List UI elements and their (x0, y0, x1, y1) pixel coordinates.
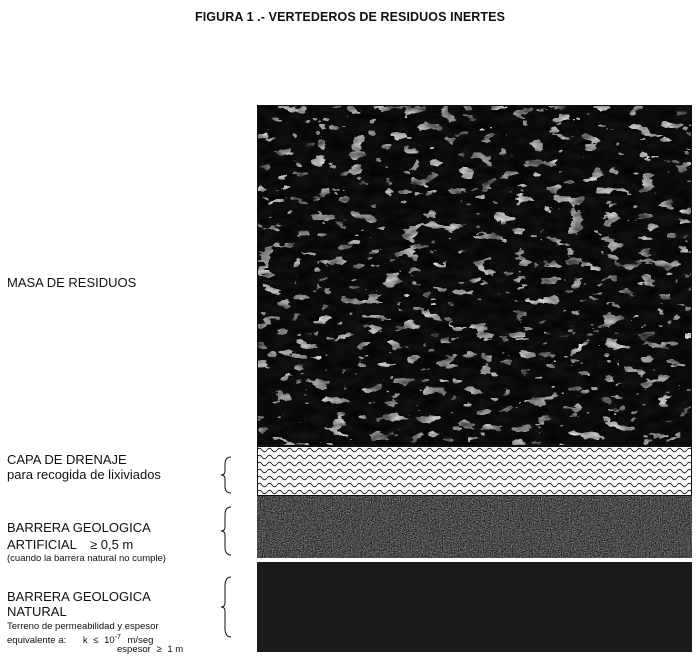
permeability-leq: ≤ (93, 635, 99, 647)
drainage-label-line1: CAPA DE DRENAJE (7, 452, 127, 467)
natural-barrier-label-line2: NATURAL (7, 604, 67, 619)
drainage-label-line2: para recogida de lixiviados (7, 467, 161, 482)
permeability-k-symbol: k (82, 635, 88, 647)
artificial-barrier-note: (cuando la barrera natural no cumple) (7, 553, 166, 564)
waste-texture (257, 105, 692, 446)
natural-barrier-thickness (117, 644, 183, 655)
waste-mass-layer (257, 105, 692, 446)
artificial-barrier-layer (257, 496, 692, 558)
permeability-base: 10 (104, 635, 115, 647)
figure-title: FIGURA 1 .- VERTEDEROS DE RESIDUOS INERTES (194, 10, 506, 24)
natural-barrier-note-prefix: equivalente a: (7, 635, 67, 647)
natural-barrier-layer (257, 562, 692, 652)
thickness-value: 1 m (167, 644, 184, 655)
artificial-barrier-brace-icon (219, 506, 235, 556)
artificial-barrier-label-line1: BARRERA GEOLOGICA (7, 520, 151, 535)
artificial-barrier-thickness: ≥ 0,5 m (89, 537, 134, 552)
natural-barrier-brace-icon (219, 576, 235, 638)
artificial-barrier-label-line2-row (7, 537, 133, 552)
drainage-layer (257, 446, 692, 496)
drainage-brace-icon (219, 456, 235, 494)
permeability-exponent: -7 (114, 634, 121, 641)
natural-barrier-note-line1: Terreno de permeabilidad y espesor (7, 621, 159, 632)
thickness-geq: ≥ (156, 644, 162, 655)
artificial-barrier-texture (257, 496, 692, 558)
drainage-texture (257, 446, 692, 496)
thickness-word: espesor (117, 644, 151, 655)
artificial-barrier-label-line2: ARTIFICIAL (7, 537, 77, 552)
permeability-unit: m/seg (127, 635, 154, 647)
waste-label: MASA DE RESIDUOS (7, 275, 137, 290)
natural-barrier-label-line1: BARRERA GEOLOGICA (7, 589, 151, 604)
